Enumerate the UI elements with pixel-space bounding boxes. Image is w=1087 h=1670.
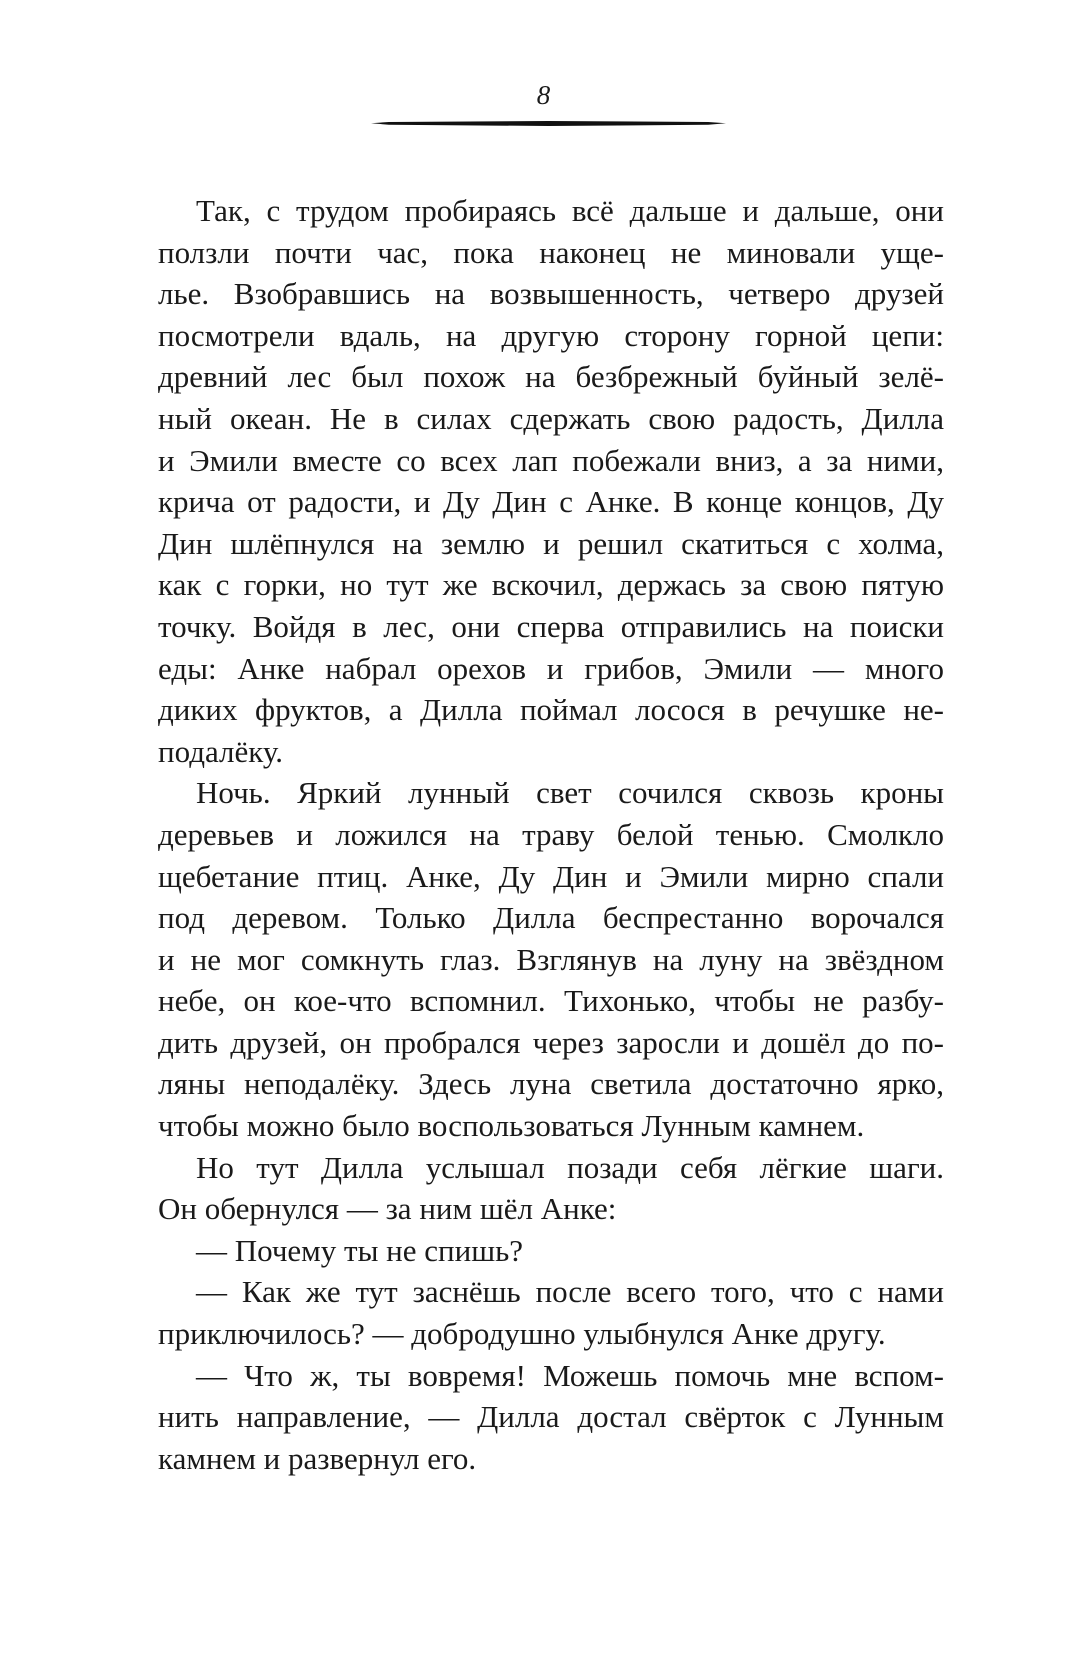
text-line: и Эмили вместе со всех лап побежали вниз, а за ними,: [158, 442, 944, 478]
text-line: камнем и развернул его.: [158, 1440, 477, 1476]
text-line: ползли почти час, пока наконец не миновали уще-: [158, 234, 944, 270]
text-line: как с горки, но тут же вскочил, держась за свою пятую: [158, 567, 944, 603]
body-text: [158, 190, 944, 1479]
text-line: нить направление, — Дилла достал свёрток с Лунным: [158, 1399, 944, 1435]
text-line: подалёку.: [158, 733, 283, 769]
text-line: щебетание птиц. Анке, Ду Дин и Эмили мирно спали: [158, 858, 944, 894]
text-line: еды: Анке набрал орехов и грибов, Эмили — много: [158, 650, 944, 686]
text-line: ный океан. Не в силах сдержать свою радость, Дилла: [158, 400, 944, 436]
text-line: приключилось? — добродушно улыбнулся Анке другу.: [158, 1316, 886, 1352]
text-line: дить друзей, он пробрался через заросли и дошёл до по-: [158, 1024, 944, 1060]
text-line: — Почему ты не спишь?: [196, 1232, 523, 1268]
text-line: древний лес был похож на безбрежный буйный зелё-: [158, 359, 944, 395]
text-line: — Как же тут заснёшь после всего того, что с нами: [196, 1274, 944, 1310]
text-line: Дин шлёпнулся на землю и решил скатиться с холма,: [158, 525, 944, 561]
page-number: 8: [536, 80, 551, 110]
text-line: Он обернулся — за ним шёл Анке:: [158, 1191, 617, 1227]
text-line: лье. Взобравшись на возвышенность, четверо друзей: [158, 276, 944, 312]
text-line: точку. Войдя в лес, они сперва отправились на поиски: [158, 608, 944, 644]
text-line: — Что ж, ты вовремя! Можешь помочь мне вспом-: [196, 1357, 944, 1393]
header-rule: [371, 121, 726, 126]
text-line: Ночь. Яркий лунный свет сочился сквозь кроны: [196, 775, 944, 811]
text-line: чтобы можно было воспользоваться Лунным камнем.: [158, 1108, 865, 1144]
text-line: под деревом. Только Дилла беспрестанно ворочался: [158, 900, 944, 936]
text-line: Так, с трудом пробираясь всё дальше и дальше, они: [196, 193, 944, 228]
text-line: Но тут Дилла услышал позади себя лёгкие шаги.: [196, 1149, 944, 1185]
text-line: крича от радости, и Ду Дин с Анке. В конце концов, Ду: [158, 484, 944, 520]
text-line: и не мог сомкнуть глаз. Взглянув на луну на звёздном: [158, 941, 944, 977]
text-line: ляны неподалёку. Здесь луна светила достаточно ярко,: [158, 1066, 944, 1102]
text-line: посмотрели вдаль, на другую сторону горной цепи:: [158, 317, 944, 353]
text-line: небе, он кое-что вспомнил. Тихонько, чтобы не разбу-: [158, 983, 944, 1019]
text-line: деревьев и ложился на траву белой тенью. Смолкло: [158, 816, 944, 852]
text-line: диких фруктов, а Дилла поймал лосося в речушке не-: [158, 692, 944, 728]
